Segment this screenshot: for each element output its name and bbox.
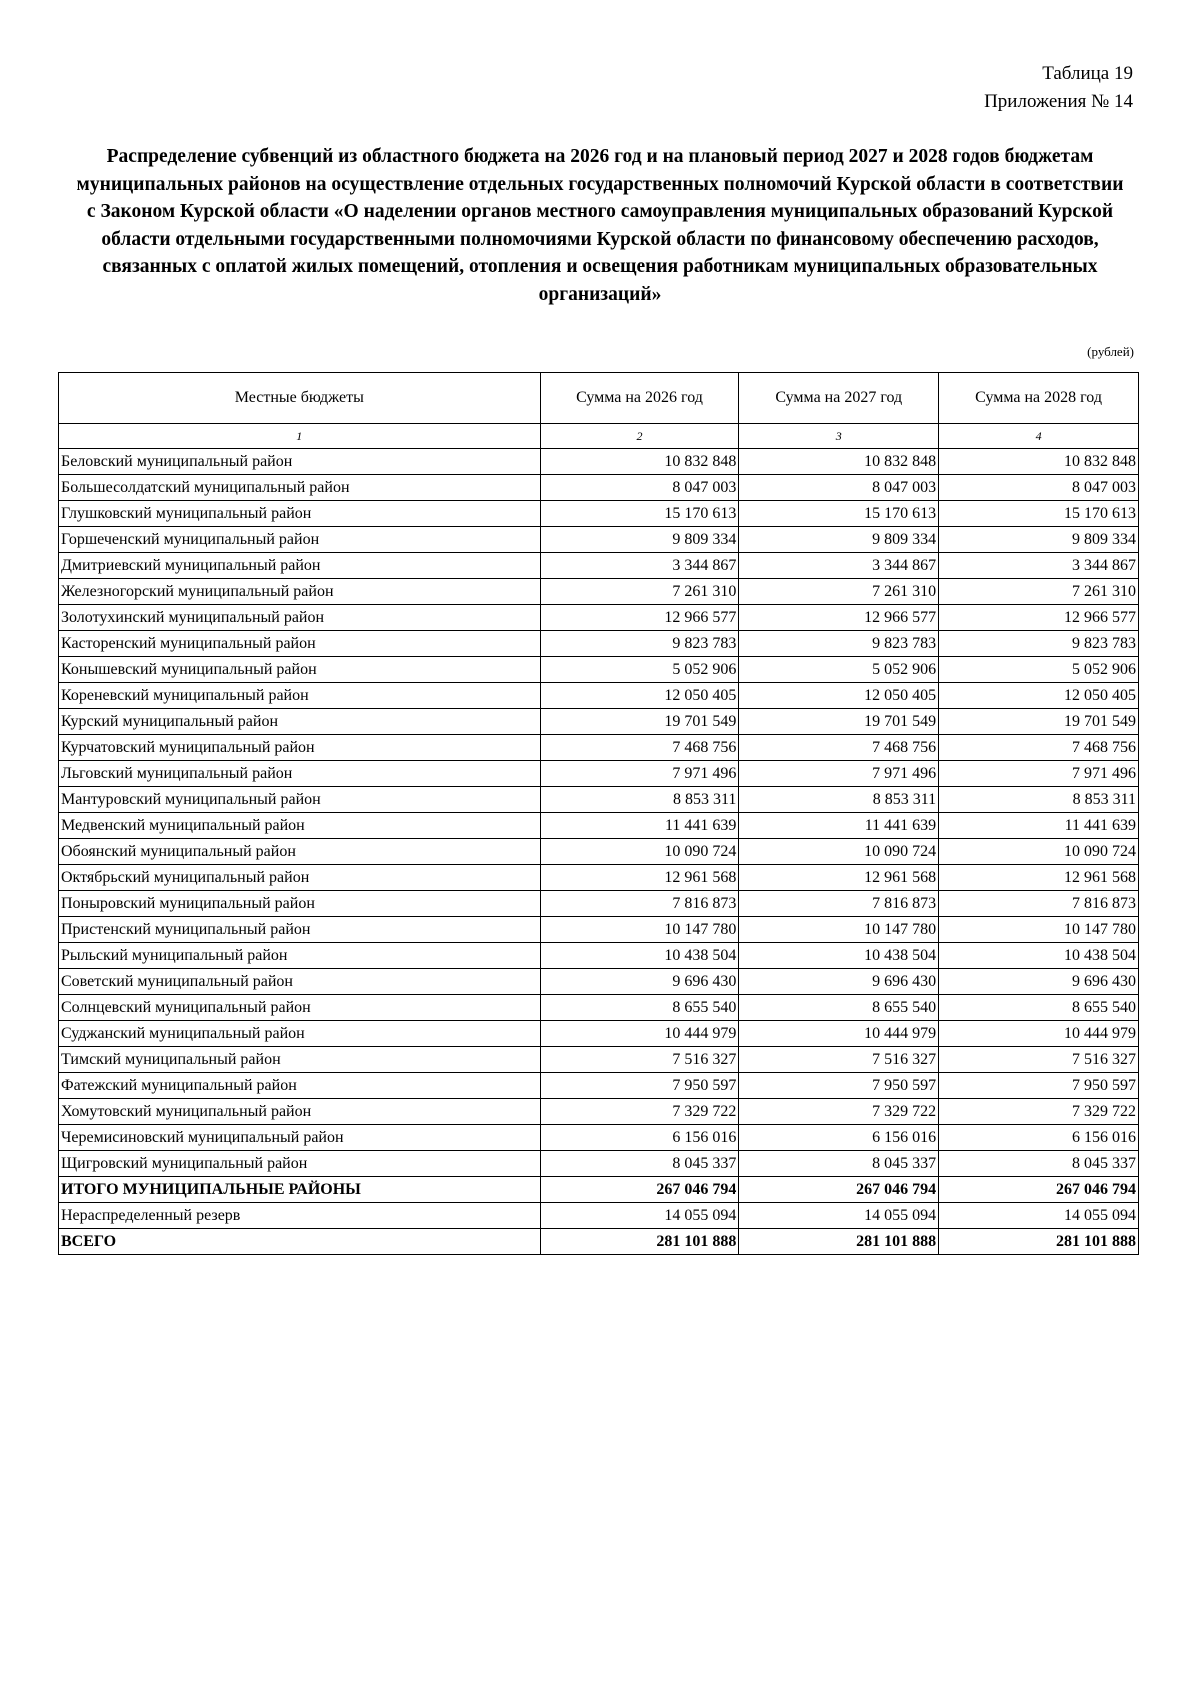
amount-2028: 9 823 783 [939, 631, 1139, 657]
amount-2026: 281 101 888 [540, 1229, 739, 1255]
budget-name: Дмитриевский муниципальный район [59, 553, 541, 579]
subvention-table [58, 372, 1139, 1255]
amount-2027: 7 329 722 [739, 1099, 939, 1125]
amount-2026: 9 696 430 [540, 969, 739, 995]
amount-2026: 7 468 756 [540, 735, 739, 761]
budget-name: Глушковский муниципальный район [59, 501, 541, 527]
table-row [59, 1125, 1139, 1151]
table-row [59, 969, 1139, 995]
budget-name: Горшеченский муниципальный район [59, 527, 541, 553]
amount-2026: 12 966 577 [540, 605, 739, 631]
budget-name: Касторенский муниципальный район [59, 631, 541, 657]
column-header: Сумма на 2026 год [540, 373, 739, 424]
document-title: Распределение субвенций из областного бюджета на 2026 год и на плановый период 2027 и 2028 годов бюджетам муниципальных районов на осуществление отдельных государственных полномочий Курской области в соответствии с Законом Курской области «О наделении органов местного самоуправления муниципальных образований Курской области отдельными государственными полномочиями Курской области по финансовому обеспечению расходов, связанных с оплатой жилых помещений, отопления и освещения работникам муниципальных образовательных организаций» [76, 146, 1124, 305]
table-row [59, 605, 1139, 631]
table-row [59, 839, 1139, 865]
table-row [59, 631, 1139, 657]
amount-2026: 7 971 496 [540, 761, 739, 787]
amount-2027: 10 090 724 [739, 839, 939, 865]
table-row [59, 917, 1139, 943]
amount-2026: 7 816 873 [540, 891, 739, 917]
amount-2028: 267 046 794 [939, 1177, 1139, 1203]
amount-2028: 5 052 906 [939, 657, 1139, 683]
budget-name: Черемисиновский муниципальный район [59, 1125, 541, 1151]
table-row [59, 735, 1139, 761]
amount-2027: 8 655 540 [739, 995, 939, 1021]
amount-2026: 10 832 848 [540, 449, 739, 475]
amount-2027: 7 816 873 [739, 891, 939, 917]
budget-name: Тимский муниципальный район [59, 1047, 541, 1073]
table-row [59, 1099, 1139, 1125]
amount-2028: 15 170 613 [939, 501, 1139, 527]
amount-2027: 14 055 094 [739, 1203, 939, 1229]
amount-2028: 3 344 867 [939, 553, 1139, 579]
amount-2026: 14 055 094 [540, 1203, 739, 1229]
amount-2026: 8 655 540 [540, 995, 739, 1021]
amount-2028: 7 816 873 [939, 891, 1139, 917]
appendix-label: Приложения № 14 [984, 91, 1133, 112]
column-header: Сумма на 2027 год [739, 373, 939, 424]
table-row [59, 787, 1139, 813]
total-row [59, 1177, 1139, 1203]
budget-name: Солнцевский муниципальный район [59, 995, 541, 1021]
amount-2026: 12 050 405 [540, 683, 739, 709]
budget-name: Нераспределенный резерв [59, 1203, 541, 1229]
amount-2026: 10 444 979 [540, 1021, 739, 1047]
amount-2026: 7 261 310 [540, 579, 739, 605]
budget-name: Железногорский муниципальный район [59, 579, 541, 605]
amount-2028: 7 971 496 [939, 761, 1139, 787]
amount-2027: 12 050 405 [739, 683, 939, 709]
table-reference [984, 60, 1133, 116]
budget-name: Суджанский муниципальный район [59, 1021, 541, 1047]
amount-2027: 19 701 549 [739, 709, 939, 735]
budget-name: Льговский муниципальный район [59, 761, 541, 787]
table-row [59, 1047, 1139, 1073]
amount-2026: 10 438 504 [540, 943, 739, 969]
table-row [59, 475, 1139, 501]
table-label: Таблица 19 [1042, 63, 1133, 84]
amount-2028: 7 468 756 [939, 735, 1139, 761]
amount-2027: 267 046 794 [739, 1177, 939, 1203]
amount-2027: 12 966 577 [739, 605, 939, 631]
budget-name: ВСЕГО [59, 1229, 541, 1255]
amount-2026: 3 344 867 [540, 553, 739, 579]
column-number: 1 [59, 424, 541, 449]
amount-2028: 8 655 540 [939, 995, 1139, 1021]
table-row [59, 449, 1139, 475]
table-row [59, 1203, 1139, 1229]
amount-2028: 14 055 094 [939, 1203, 1139, 1229]
amount-2028: 7 516 327 [939, 1047, 1139, 1073]
amount-2027: 7 950 597 [739, 1073, 939, 1099]
amount-2026: 8 045 337 [540, 1151, 739, 1177]
budget-name: Курчатовский муниципальный район [59, 735, 541, 761]
amount-2026: 7 329 722 [540, 1099, 739, 1125]
budget-name: Фатежский муниципальный район [59, 1073, 541, 1099]
budget-name: Беловский муниципальный район [59, 449, 541, 475]
column-number: 2 [540, 424, 739, 449]
budget-name: Кореневский муниципальный район [59, 683, 541, 709]
amount-2026: 267 046 794 [540, 1177, 739, 1203]
amount-2026: 8 853 311 [540, 787, 739, 813]
amount-2027: 7 261 310 [739, 579, 939, 605]
amount-2026: 11 441 639 [540, 813, 739, 839]
amount-2028: 12 050 405 [939, 683, 1139, 709]
amount-2026: 9 809 334 [540, 527, 739, 553]
budget-name: Курский муниципальный район [59, 709, 541, 735]
amount-2028: 10 444 979 [939, 1021, 1139, 1047]
table-row [59, 1021, 1139, 1047]
amount-2027: 7 971 496 [739, 761, 939, 787]
total-row [59, 1229, 1139, 1255]
budget-name: Щигровский муниципальный район [59, 1151, 541, 1177]
budget-name: Октябрьский муниципальный район [59, 865, 541, 891]
table-row [59, 1073, 1139, 1099]
amount-2026: 6 156 016 [540, 1125, 739, 1151]
amount-2028: 8 045 337 [939, 1151, 1139, 1177]
amount-2027: 281 101 888 [739, 1229, 939, 1255]
column-header: Местные бюджеты [59, 373, 541, 424]
amount-2026: 5 052 906 [540, 657, 739, 683]
amount-2026: 10 147 780 [540, 917, 739, 943]
amount-2027: 11 441 639 [739, 813, 939, 839]
amount-2026: 19 701 549 [540, 709, 739, 735]
amount-2026: 7 950 597 [540, 1073, 739, 1099]
amount-2026: 9 823 783 [540, 631, 739, 657]
table-row [59, 527, 1139, 553]
amount-2028: 11 441 639 [939, 813, 1139, 839]
column-number: 4 [939, 424, 1139, 449]
amount-2027: 10 832 848 [739, 449, 939, 475]
budget-name: Пристенский муниципальный район [59, 917, 541, 943]
table-row [59, 501, 1139, 527]
table-row [59, 865, 1139, 891]
column-number: 3 [739, 424, 939, 449]
amount-2027: 8 045 337 [739, 1151, 939, 1177]
table-row [59, 1151, 1139, 1177]
budget-name: Рыльский муниципальный район [59, 943, 541, 969]
amount-2028: 9 809 334 [939, 527, 1139, 553]
amount-2026: 15 170 613 [540, 501, 739, 527]
table-row [59, 943, 1139, 969]
amount-2028: 12 961 568 [939, 865, 1139, 891]
budget-name: Поныровский муниципальный район [59, 891, 541, 917]
amount-2027: 10 438 504 [739, 943, 939, 969]
table-row [59, 709, 1139, 735]
amount-2027: 8 047 003 [739, 475, 939, 501]
amount-2026: 8 047 003 [540, 475, 739, 501]
amount-2026: 10 090 724 [540, 839, 739, 865]
table-row [59, 995, 1139, 1021]
budget-name: Большесолдатский муниципальный район [59, 475, 541, 501]
table-row [59, 657, 1139, 683]
amount-2028: 10 147 780 [939, 917, 1139, 943]
amount-2027: 9 823 783 [739, 631, 939, 657]
amount-2028: 8 853 311 [939, 787, 1139, 813]
amount-2027: 7 516 327 [739, 1047, 939, 1073]
amount-2026: 12 961 568 [540, 865, 739, 891]
amount-2028: 7 261 310 [939, 579, 1139, 605]
amount-2028: 7 329 722 [939, 1099, 1139, 1125]
column-header: Сумма на 2028 год [939, 373, 1139, 424]
table-row [59, 579, 1139, 605]
amount-2028: 281 101 888 [939, 1229, 1139, 1255]
table-row [59, 813, 1139, 839]
amount-2026: 7 516 327 [540, 1047, 739, 1073]
budget-name: Золотухинский муниципальный район [59, 605, 541, 631]
amount-2028: 7 950 597 [939, 1073, 1139, 1099]
table-row [59, 683, 1139, 709]
amount-2027: 6 156 016 [739, 1125, 939, 1151]
budget-name: Конышевский муниципальный район [59, 657, 541, 683]
amount-2028: 10 832 848 [939, 449, 1139, 475]
budget-name: ИТОГО МУНИЦИПАЛЬНЫЕ РАЙОНЫ [59, 1177, 541, 1203]
amount-2028: 6 156 016 [939, 1125, 1139, 1151]
table-row [59, 553, 1139, 579]
amount-2027: 5 052 906 [739, 657, 939, 683]
amount-2027: 12 961 568 [739, 865, 939, 891]
budget-name: Хомутовский муниципальный район [59, 1099, 541, 1125]
budget-name: Советский муниципальный район [59, 969, 541, 995]
amount-2028: 10 090 724 [939, 839, 1139, 865]
amount-2027: 9 809 334 [739, 527, 939, 553]
table-row [59, 891, 1139, 917]
table-header-row [59, 373, 1139, 424]
amount-2028: 10 438 504 [939, 943, 1139, 969]
column-number-row [59, 424, 1139, 449]
amount-2028: 12 966 577 [939, 605, 1139, 631]
budget-name: Медвенский муниципальный район [59, 813, 541, 839]
unit-label: (рублей) [1087, 344, 1134, 359]
budget-name: Обоянский муниципальный район [59, 839, 541, 865]
amount-2027: 9 696 430 [739, 969, 939, 995]
table-row [59, 761, 1139, 787]
amount-2027: 15 170 613 [739, 501, 939, 527]
amount-2027: 10 444 979 [739, 1021, 939, 1047]
amount-2027: 7 468 756 [739, 735, 939, 761]
amount-2028: 19 701 549 [939, 709, 1139, 735]
amount-2028: 8 047 003 [939, 475, 1139, 501]
amount-2027: 10 147 780 [739, 917, 939, 943]
amount-2027: 3 344 867 [739, 553, 939, 579]
amount-2027: 8 853 311 [739, 787, 939, 813]
budget-name: Мантуровский муниципальный район [59, 787, 541, 813]
amount-2028: 9 696 430 [939, 969, 1139, 995]
